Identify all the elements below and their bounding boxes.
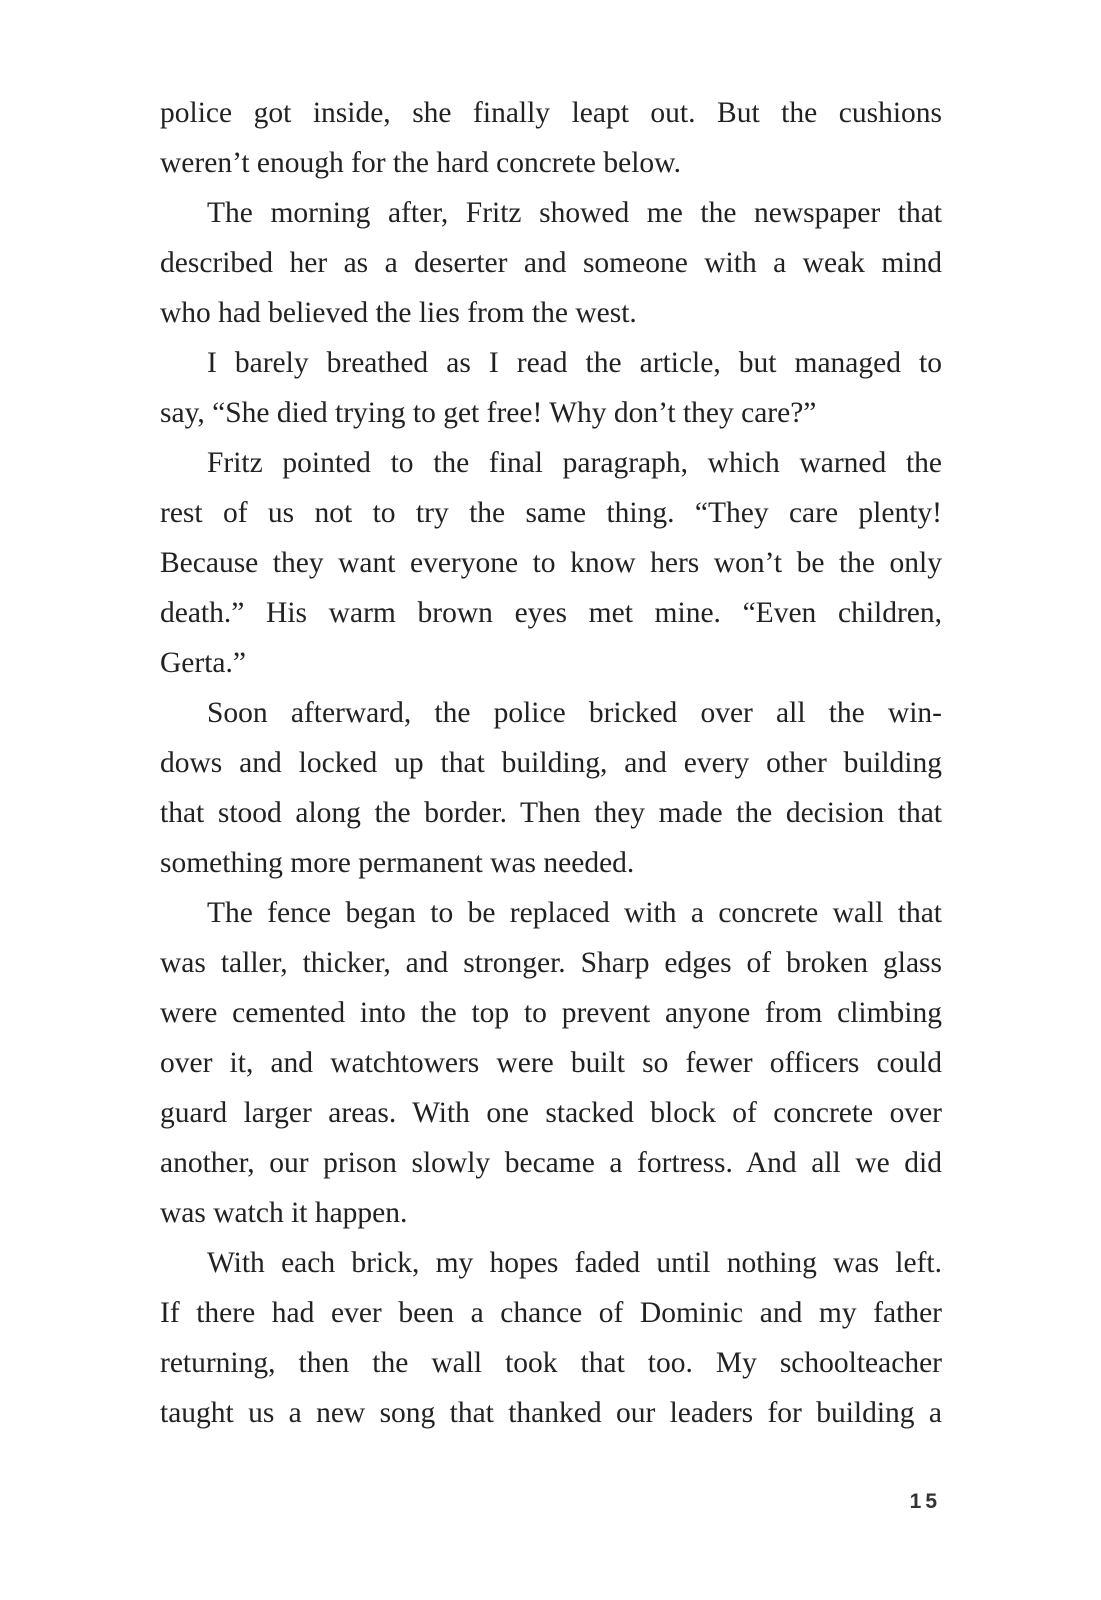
text-line: was taller, thicker, and stronger. Sharp edges of broken glass (160, 947, 942, 979)
text-line: described her as a deserter and someone with a weak mind (160, 247, 942, 279)
text-line: that stood along the border. Then they made the decision that (160, 797, 942, 829)
text-line: I barely breathed as I read the article, but managed to (207, 347, 942, 379)
text-line: over it, and watchtowers were built so fewer officers could (160, 1047, 942, 1079)
text-line: was watch it happen. (160, 1197, 408, 1229)
text-line: The fence began to be replaced with a concrete wall that (207, 897, 942, 929)
body-text (160, 88, 942, 1438)
text-line: The morning after, Fritz showed me the newspaper that (207, 197, 942, 229)
text-line: If there had ever been a chance of Dominic and my father (160, 1297, 942, 1329)
text-line: Because they want everyone to know hers won’t be the only (160, 547, 942, 579)
text-line: rest of us not to try the same thing. “They care plenty! (160, 497, 942, 529)
text-line: were cemented into the top to prevent anyone from climbing (160, 997, 942, 1029)
text-line: returning, then the wall took that too. My schoolteacher (160, 1347, 942, 1379)
text-line: guard larger areas. With one stacked block of concrete over (160, 1097, 942, 1129)
text-line: who had believed the lies from the west. (160, 297, 637, 329)
text-line: Gerta.” (160, 647, 246, 679)
text-line: police got inside, she finally leapt out. But the cushions (160, 97, 942, 129)
text-line: say, “She died trying to get free! Why don’t they care?” (160, 397, 817, 429)
text-line: death.” His warm brown eyes met mine. “Even children, (160, 597, 942, 629)
text-line: another, our prison slowly became a fortress. And all we did (160, 1147, 942, 1179)
text-line: weren’t enough for the hard concrete below. (160, 147, 681, 179)
text-line: Soon afterward, the police bricked over all the win- (207, 697, 942, 729)
text-line: Fritz pointed to the final paragraph, which warned the (207, 447, 942, 479)
text-line: With each brick, my hopes faded until nothing was left. (207, 1247, 942, 1279)
text-line: dows and locked up that building, and every other building (160, 747, 942, 779)
text-line: something more permanent was needed. (160, 847, 635, 879)
text-line: taught us a new song that thanked our leaders for building a (160, 1397, 942, 1429)
page-number: 15 (909, 1490, 941, 1513)
